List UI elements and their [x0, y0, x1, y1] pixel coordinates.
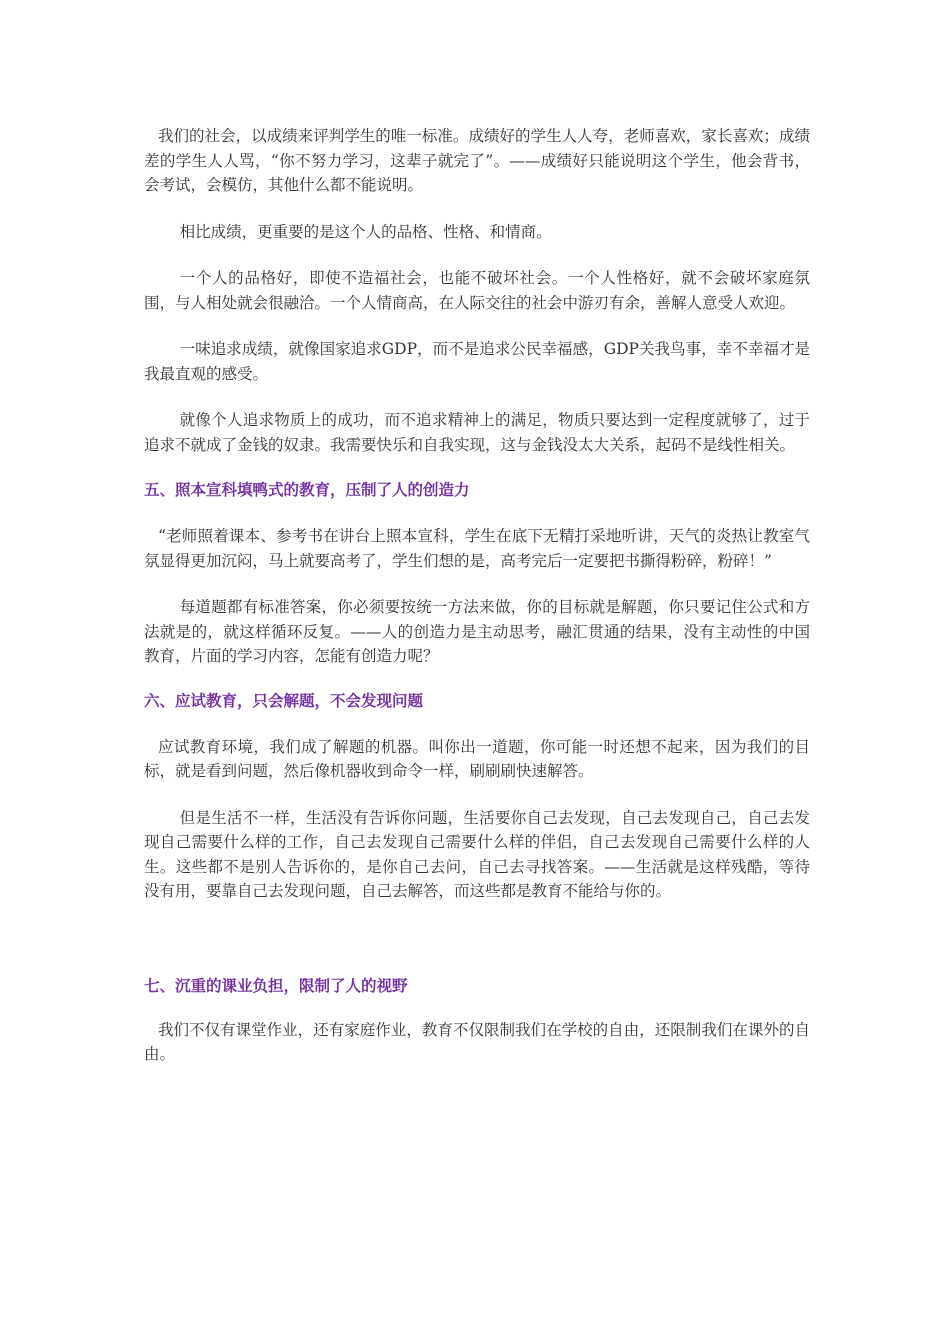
section-heading-5: 五、照本宣科填鸭式的教育，压制了人的创造力 — [144, 480, 470, 499]
paragraph-teacher-quote: “老师照着课本、参考书在讲台上照本宣科，学生在底下无精打采地听讲，天气的炎热让教室气氛显得更加沉闷，马上就要高考了，学生们想的是，高考完后一定要把书撕得粉碎，粉碎！” — [144, 527, 810, 570]
document-body — [144, 124, 810, 1067]
paragraph-standard-answers: 每道题都有标准答案，你必须要按统一方法来做，你的目标就是解题，你只要记住公式和方法就是的，就这样循环反复。——人的创造力是主动思考，融汇贯通的结果，没有主动性的中国教育，片面的学习内容，怎能有创造力呢？ — [144, 598, 810, 665]
paragraph-character-importance: 相比成绩，更重要的是这个人的品格、性格、和情商。 — [179, 222, 552, 241]
paragraph-character-benefits: 一个人的品格好，即使不造福社会，也能不破坏社会。一个人性格好，就不会破坏家庭氛围，与人相处就会很融洽。一个人情商高，在人际交往的社会中游刃有余，善解人意受人欢迎。 — [144, 269, 810, 312]
section-heading-6: 六、应试教育，只会解题，不会发现问题 — [144, 690, 424, 710]
paragraph-homework-burden: 我们不仅有课堂作业，还有家庭作业，教育不仅限制我们在学校的自由，还限制我们在课外的自由。 — [144, 1020, 810, 1063]
paragraph-gdp-analogy: 一味追求成绩，就像国家追求GDP，而不是追求公民幸福感，GDP关我鸟事，幸不幸福才是我最直观的感受。 — [144, 340, 810, 383]
paragraph-exam-machine: 应试教育环境，我们成了解题的机器。叫你出一道题，你可能一时还想不起来，因为我们的目标，就是看到问题，然后像机器收到命令一样，刷刷刷快速解答。 — [144, 737, 810, 780]
section-heading-7: 七、沉重的课业负担，限制了人的视野 — [144, 975, 408, 995]
paragraph-material-success: 就像个人追求物质上的成功，而不追求精神上的满足，物质只要达到一定程度就够了，过于追求不就成了金钱的奴隶。我需要快乐和自我实现，这与金钱没太大关系，起码不是线性相关。 — [144, 411, 810, 454]
paragraph-grades-judgement: 我们的社会，以成绩来评判学生的唯一标准。成绩好的学生人人夸，老师喜欢，家长喜欢；成绩差的学生人人骂，“你不努力学习，这辈子就完了”。——成绩好只能说明这个学生，他会背书，会考试，会模仿，其他什么都不能说明。 — [144, 127, 810, 194]
paragraph-life-different: 但是生活不一样，生活没有告诉你问题，生活要你自己去发现，自己去发现自己，自己去发现自己需要什么样的工作，自己去发现自己需要什么样的伴侣，自己去发现自己需要什么样的人生。这些都不是别人告诉你的，是你自己去问，自己去寻找答案。——生活就是这样残酷，等待没有用，要靠自己去发现问题，自己去解答，而这些都是教育不能给与你的。 — [144, 808, 810, 900]
